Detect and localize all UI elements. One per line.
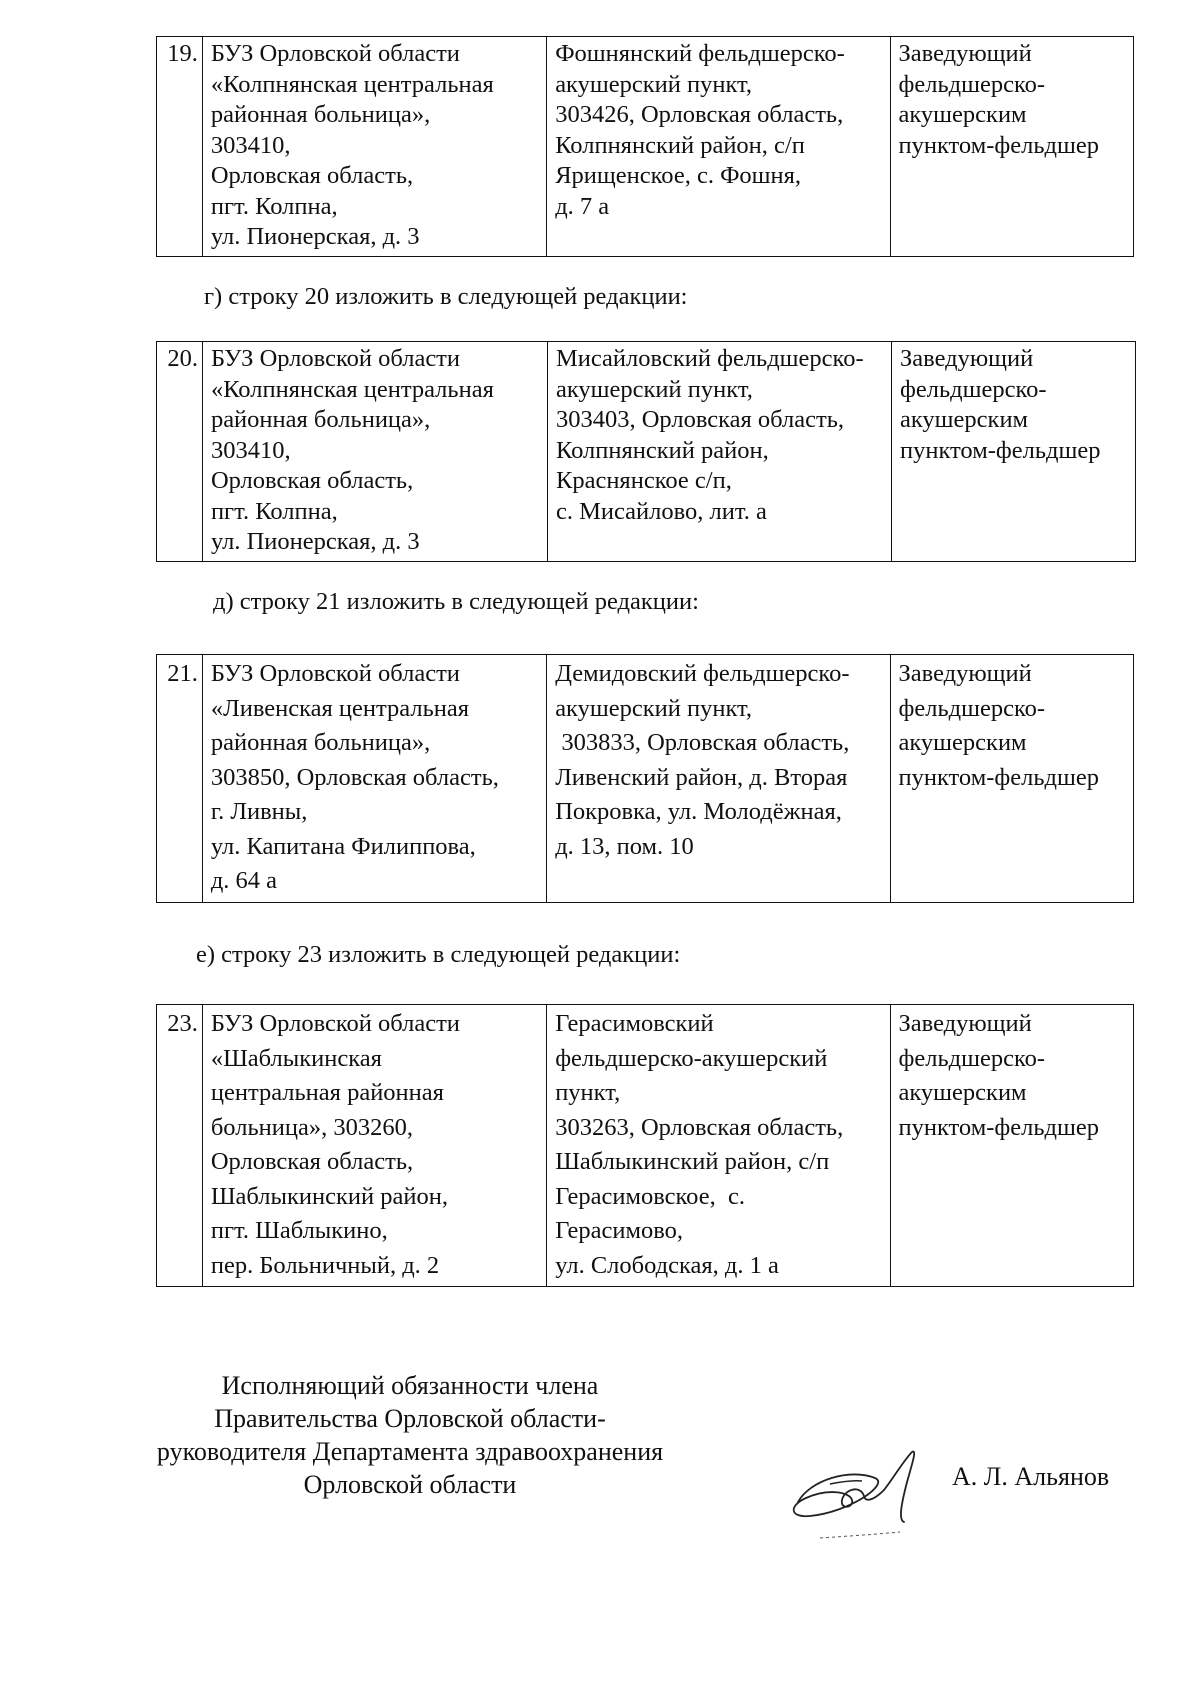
signatory-title-line: Правительства Орловской области- [214,1404,606,1433]
row-number: 19. [157,37,203,257]
text-line: Герасимовский [555,1010,714,1037]
text-line: акушерским [900,406,1029,433]
text-line: 303410, [210,436,291,464]
text-line: акушерским [898,729,1027,756]
text-line: Мисайловский фельдшерско- [555,345,864,372]
row-number: 23. [157,1005,203,1287]
text-line: ул. Пионерская, д. 3 [210,528,420,555]
text-line: Колпнянский район, [555,436,769,464]
text-line: акушерским [898,101,1027,128]
text-line: «Колпнянская центральная [210,70,494,98]
text-line: фельдшерско- [898,1044,1046,1072]
text-line: Демидовский фельдшерско- [555,660,850,687]
medical-point-cell [547,655,890,903]
text-line: Заведующий [898,1010,1032,1037]
signatory-title-line: Исполняющий обязанности члена [221,1371,599,1400]
text-line: пунктом-фельдшер [900,436,1101,464]
text-line: 303833, Орловская область, [555,729,850,756]
medical-point-cell [547,342,891,562]
text-line: Фошнянский фельдшерско- [555,40,845,67]
text-line: пер. Больничный, д. 2 [210,1251,440,1279]
text-line: пгт. Шаблыкино, [210,1217,388,1244]
instruction-g: г) строку 20 изложить в следующей редакции: [204,283,688,310]
text-line: д. 64 а [210,867,278,894]
position-cell [890,655,1134,903]
text-line: фельдшерско- [898,70,1046,98]
table-row-23 [156,1004,1134,1287]
text-line: пгт. Колпна, [210,497,338,525]
institution-cell [202,655,546,903]
text-line: Шаблыкинский район, с/п [555,1148,830,1175]
text-line: Заведующий [898,40,1032,67]
text-line: 303410, [210,131,291,159]
text-line: пунктом-фельдшер [898,763,1099,791]
text-line: акушерский пункт, [555,375,753,403]
text-line: БУЗ Орловской области [210,1010,460,1037]
text-line: Орловская область, [210,1148,414,1175]
text-line: Ярищенское, с. Фошня, [555,162,802,189]
text-line: Краснянское с/п, [555,467,732,494]
text-line: БУЗ Орловской области [210,40,460,67]
text-line: фельдшерско- [898,694,1046,722]
signatory-title [120,1369,700,1501]
text-line: Орловская область, [210,162,414,189]
text-line: больница», 303260, [210,1113,413,1141]
text-line: 303403, Орловская область, [555,406,845,433]
position-cell [892,342,1136,562]
text-line: районная больница», [210,406,431,433]
text-line: Герасимовское, с. [555,1182,745,1210]
text-line: Покровка, ул. Молодёжная, [555,798,842,825]
text-line: пункт, [555,1079,621,1106]
text-line: Заведующий [898,660,1032,687]
text-line: акушерский пункт, [555,70,753,98]
signatory-title-line: Орловской области [303,1470,517,1499]
row-number: 21. [157,655,203,903]
table-row-19 [156,36,1134,257]
text-line: г. Ливны, [210,798,308,825]
text-line: пунктом-фельдшер [898,1113,1099,1141]
instruction-e: е) строку 23 изложить в следующей редакции: [196,941,681,968]
institution-cell [202,342,547,562]
table-row-21 [156,654,1134,903]
text-line: акушерский пункт, [555,694,753,722]
instruction-d: д) строку 21 изложить в следующей редакции: [213,588,699,615]
text-line: Орловская область, [210,467,414,494]
position-cell [890,37,1134,257]
table-row-20 [156,341,1136,562]
text-line: д. 13, пом. 10 [555,832,694,860]
text-line: Колпнянский район, с/п [555,131,805,159]
text-line: «Ливенская центральная [210,694,470,722]
text-line: д. 7 а [555,192,610,220]
row-number: 20. [157,342,203,562]
text-line: ул. Капитана Филиппова, [210,832,476,860]
text-line: БУЗ Орловской области [210,660,460,687]
text-line: Заведующий [900,345,1034,372]
handwritten-signature [780,1440,950,1550]
text-line: Ливенский район, д. Вторая [555,763,848,791]
medical-point-cell [547,37,890,257]
text-line: фельдшерско-акушерский [555,1044,828,1072]
institution-cell [202,37,546,257]
text-line: 303426, Орловская область, [555,101,844,128]
text-line: Шаблыкинский район, [210,1182,448,1210]
position-cell [890,1005,1134,1287]
text-line: 303263, Орловская область, [555,1113,844,1141]
text-line: с. Мисайлово, лит. а [555,497,767,525]
text-line: районная больница», [210,729,431,756]
text-line: ул. Слободская, д. 1 а [555,1251,779,1279]
text-line: акушерским [898,1079,1027,1106]
signatory-title-line: руководителя Департамента здравоохранения [156,1437,664,1466]
text-line: БУЗ Орловской области [210,345,461,372]
text-line: центральная районная [210,1079,444,1106]
text-line: фельдшерско- [900,375,1047,403]
text-line: районная больница», [210,101,431,128]
text-line: Герасимово, [555,1217,683,1244]
text-line: «Колпнянская центральная [210,375,494,403]
text-line: пгт. Колпна, [210,192,338,220]
signer-name: А. Л. Альянов [952,1462,1110,1491]
text-line: пунктом-фельдшер [898,131,1099,159]
text-line: ул. Пионерская, д. 3 [210,223,420,250]
text-line: «Шаблыкинская [210,1044,382,1072]
medical-point-cell [547,1005,890,1287]
institution-cell [202,1005,546,1287]
text-line: 303850, Орловская область, [210,763,499,791]
